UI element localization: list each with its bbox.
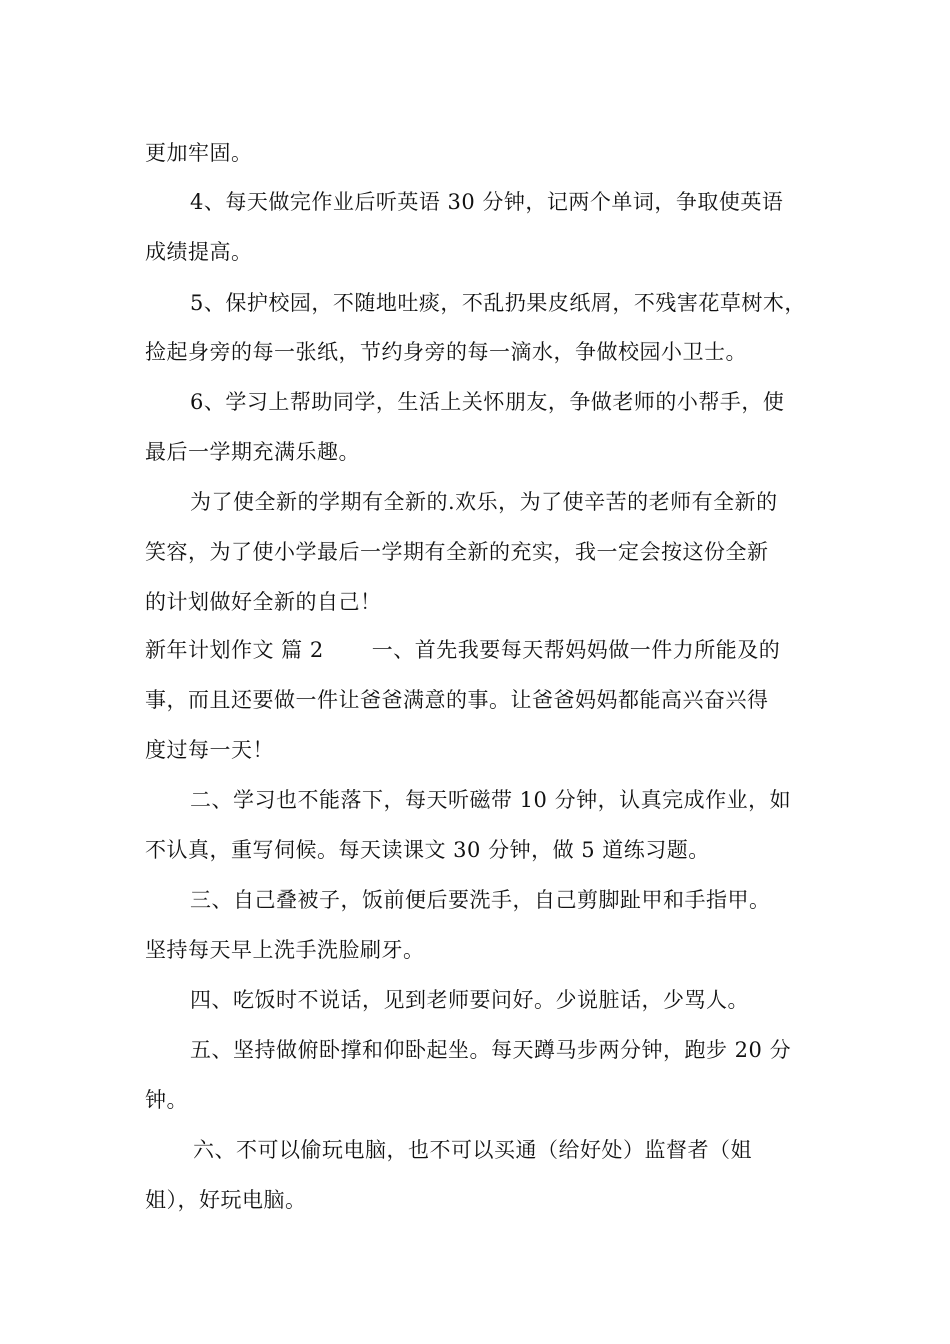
text-line: 事，而且还要做一件让爸爸满意的事。让爸爸妈妈都能高兴奋兴得 — [145, 688, 769, 712]
text-line: 度过每一天！ — [145, 738, 274, 762]
text-line: 最后一学期充满乐趣。 — [145, 440, 360, 464]
section-title-line — [145, 635, 815, 665]
text-line: 钟。 — [145, 1088, 188, 1112]
text-line: 不认真，重写伺候。每天读课文 30 分钟，做 5 道练习题。 — [145, 838, 710, 862]
text-line: 的计划做好全新的自己！ — [145, 590, 382, 614]
text-line: 成绩提高。 — [145, 240, 253, 264]
text-line: 坚持每天早上洗手洗脸刷牙。 — [145, 938, 425, 962]
text-line: 六、不可以偷玩电脑，也不可以买通（给好处）监督者（姐 — [193, 1138, 752, 1162]
text-line: 二、学习也不能落下，每天听磁带 10 分钟，认真完成作业，如 — [190, 788, 792, 812]
text-line: 5、保护校园，不随地吐痰，不乱扔果皮纸屑，不残害花草树木， — [190, 291, 806, 315]
text-line: 三、自己叠被子，饭前便后要洗手，自己剪脚趾甲和手指甲。 — [190, 888, 771, 912]
text-line: 四、吃饭时不说话，见到老师要问好。少说脏话，少骂人。 — [190, 988, 749, 1012]
text-line: 4、每天做完作业后听英语 30 分钟，记两个单词，争取使英语 — [190, 190, 784, 214]
text-line: 五、坚持做俯卧撑和仰卧起坐。每天蹲马步两分钟，跑步 20 分 — [190, 1038, 792, 1062]
text-line: 一、首先我要每天帮妈妈做一件力所能及的 — [371, 638, 781, 662]
text-line: 姐），好玩电脑。 — [145, 1188, 307, 1212]
text-line: 捡起身旁的每一张纸，节约身旁的每一滴水，争做校园小卫士。 — [145, 340, 747, 364]
text-line: 笑容，为了使小学最后一学期有全新的充实，我一定会按这份全新 — [145, 540, 769, 564]
text-line: 为了使全新的学期有全新的.欢乐，为了使辛苦的老师有全新的 — [190, 490, 778, 514]
section-title: 新年计划作文 篇 2 — [145, 638, 324, 662]
text-line: 更加牢固。 — [145, 141, 253, 165]
text-line: 6、学习上帮助同学，生活上关怀朋友，争做老师的小帮手，使 — [190, 390, 785, 414]
